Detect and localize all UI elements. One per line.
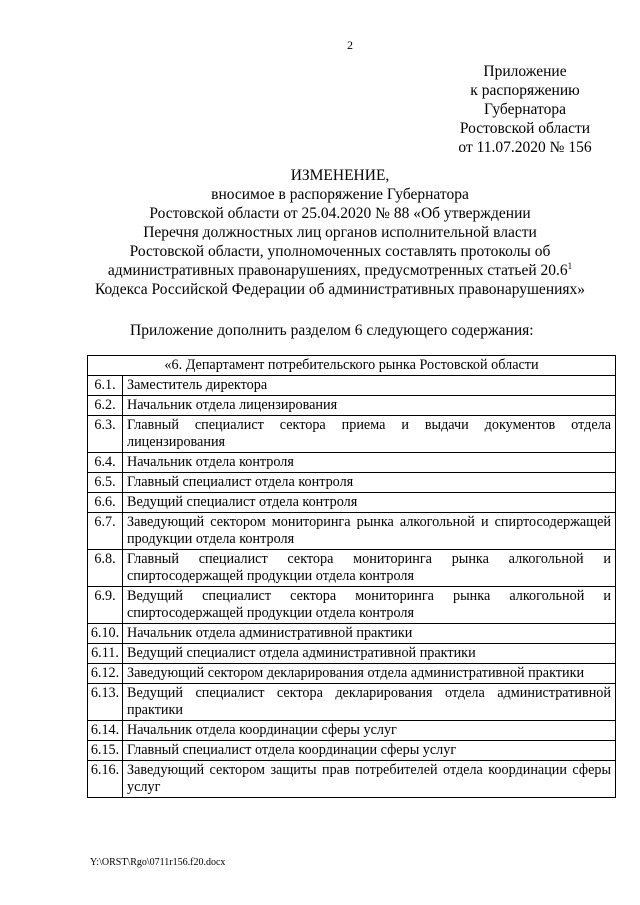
table-row [88, 396, 616, 416]
appendix-line: Приложение [483, 63, 567, 80]
title-line-text: административных правонарушениях, предусмотренных статьей 20.6 [107, 262, 568, 279]
position-title: Ведущий специалист сектора мониторинга рынка алкогольной и спиртосодержащей продукции отдела контроля [123, 587, 616, 624]
row-number: 6.6. [88, 493, 123, 513]
row-number: 6.4. [88, 453, 123, 473]
position-title: Ведущий специалист отдела контроля [123, 493, 616, 513]
table-row [88, 550, 616, 587]
position-title: Главный специалист сектора приема и выдачи документов отдела лицензирования [123, 416, 616, 453]
title-superscript: 1 [567, 261, 573, 271]
table-row [88, 721, 616, 741]
title-heading: ИЗМЕНЕНИЕ, [290, 167, 390, 184]
page-number: 2 [347, 38, 353, 52]
title-line [60, 261, 620, 280]
row-number: 6.2. [88, 396, 123, 416]
title-line: Перечня должностных лиц органов исполнительной власти [143, 224, 537, 241]
row-number: 6.1. [88, 376, 123, 396]
row-number: 6.16. [88, 761, 123, 798]
position-title: Начальник отдела координации сферы услуг [123, 721, 616, 741]
position-title: Заведующий сектором декларирования отдела административной практики [123, 664, 616, 684]
position-title: Начальник отдела контроля [123, 453, 616, 473]
document-title [60, 166, 620, 299]
file-path-footer: Y:\ORST\Rgo\0711r156.f20.docx [90, 857, 226, 868]
position-title: Главный специалист отдела контроля [123, 473, 616, 493]
table-row [88, 741, 616, 761]
position-title: Главный специалист сектора мониторинга рынка алкогольной и спиртосодержащей продукции отдела контроля [123, 550, 616, 587]
table-row [88, 376, 616, 396]
positions-table [87, 355, 616, 798]
row-number: 6.13. [88, 684, 123, 721]
position-title: Заместитель директора [123, 376, 616, 396]
table-row [88, 473, 616, 493]
table-row [88, 513, 616, 550]
row-number: 6.12. [88, 664, 123, 684]
title-line: Ростовской области от 25.04.2020 № 88 «Об утверждении [149, 205, 531, 222]
appendix-line: Губернатора [484, 101, 566, 118]
table-row [88, 644, 616, 664]
row-number: 6.15. [88, 741, 123, 761]
table-section-row [88, 356, 616, 376]
table-row [88, 761, 616, 798]
table-row [88, 624, 616, 644]
row-number: 6.10. [88, 624, 123, 644]
table-row [88, 587, 616, 624]
row-number: 6.8. [88, 550, 123, 587]
table-row [88, 664, 616, 684]
appendix-line: Ростовской области [459, 120, 591, 137]
table-row [88, 416, 616, 453]
table-row [88, 453, 616, 473]
row-number: 6.11. [88, 644, 123, 664]
table-row [88, 493, 616, 513]
section-header: «6. Департамент потребительского рынка Ростовской области [88, 356, 616, 376]
intro-paragraph: Приложение дополнить разделом 6 следующего содержания: [130, 322, 534, 339]
row-number: 6.7. [88, 513, 123, 550]
title-line: вносимое в распоряжение Губернатора [211, 186, 469, 203]
position-title: Начальник отдела лицензирования [123, 396, 616, 416]
row-number: 6.9. [88, 587, 123, 624]
title-line: Кодекса Российской Федерации об административных правонарушениях» [94, 281, 586, 298]
position-title: Главный специалист отдела координации сферы услуг [123, 741, 616, 761]
position-title: Начальник отдела административной практики [123, 624, 616, 644]
appendix-line: к распоряжению [470, 82, 580, 99]
table-row [88, 684, 616, 721]
appendix-line: от 11.07.2020 № 156 [458, 139, 592, 156]
title-line: Ростовской области, уполномоченных составлять протоколы об [129, 243, 551, 260]
row-number: 6.14. [88, 721, 123, 741]
row-number: 6.5. [88, 473, 123, 493]
appendix-block [430, 62, 620, 157]
position-title: Ведущий специалист сектора декларирования отдела административной практики [123, 684, 616, 721]
position-title: Заведующий сектором защиты прав потребителей отдела координации сферы услуг [123, 761, 616, 798]
row-number: 6.3. [88, 416, 123, 453]
position-title: Ведущий специалист отдела административной практики [123, 644, 616, 664]
position-title: Заведующий сектором мониторинга рынка алкогольной и спиртосодержащей продукции отдела контроля [123, 513, 616, 550]
